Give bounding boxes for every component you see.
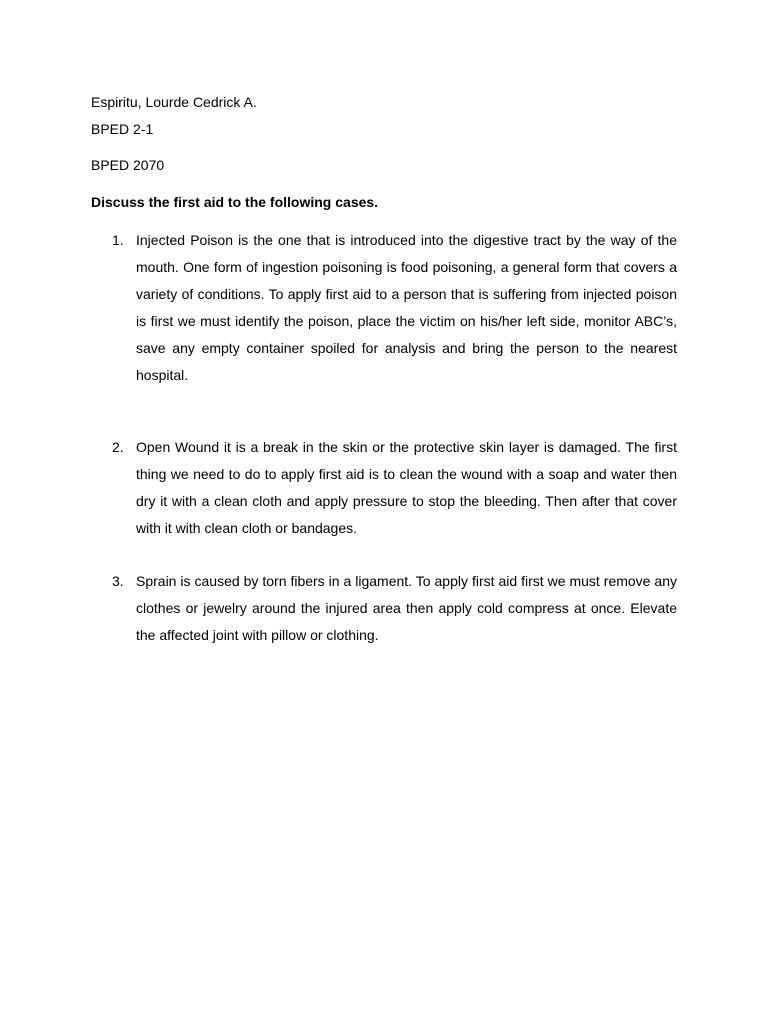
list-item-text: Open Wound it is a break in the skin or the protective skin layer is damaged. The first thing we need to do to apply first aid is to clean the wound with a soap and water then dry it with a clean cloth and apply pressure to stop the bleeding. Then after that cover with it with clean cloth or bandages. [136, 439, 677, 536]
list-item-number: 1. [112, 232, 124, 248]
list-item-number: 2. [112, 439, 124, 455]
student-name: Espiritu, Lourde Cedrick A. [91, 94, 257, 110]
list-item-number: 3. [112, 573, 124, 589]
list-item-text: Sprain is caused by torn fibers in a ligament. To apply first aid first we must remove any clothes or jewelry around the injured area then apply cold compress at once. Elevate the affected joint with pillow or clothing. [136, 573, 677, 643]
list-item-text: Injected Poison is the one that is introduced into the digestive tract by the way of the mouth. One form of ingestion poisoning is food poisoning, a general form that covers a variety of conditions. To apply first aid to a person that is suffering from injected poison is first we must identify the poison, place the victim on his/her left side, monitor ABC’s, save any empty container spoiled for analysis and bring the person to the nearest hospital. [136, 232, 677, 383]
student-section: BPED 2-1 [91, 121, 154, 137]
course-code: BPED 2070 [91, 157, 165, 173]
assignment-instruction: Discuss the first aid to the following cases. [91, 194, 379, 210]
